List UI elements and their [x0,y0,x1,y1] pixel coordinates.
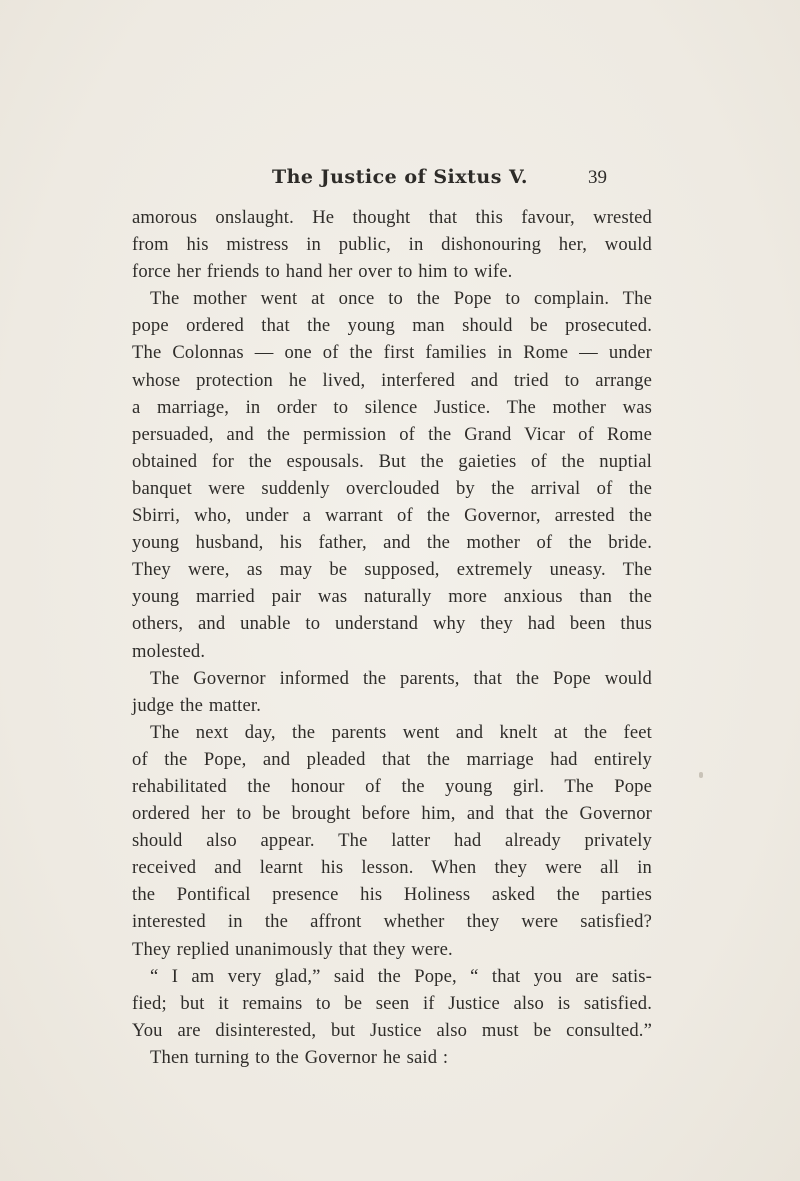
running-title: The Justice of Sixtus V. [271,166,529,188]
text-line: should also appear. The latter had already privately [132,830,652,852]
text-line: received and learnt his lesson. When they were all in [132,857,652,879]
text-line: molested. [132,640,206,662]
text-line: banquet were suddenly overclouded by the arrival of the [132,477,652,499]
text-line: The Governor informed the parents, that the Pope would [150,667,652,689]
text-line: obtained for the espousals. But the gaieties of the nuptial [132,450,652,472]
text-line: persuaded, and the permission of the Grand Vicar of Rome [132,423,652,445]
text-line: amorous onslaught. He thought that this favour, wrested [132,207,652,228]
text-line: interested in the affront whether they were satisfied? [132,911,652,933]
body-text [132,204,652,1071]
text-line: The next day, the parents went and knelt at the feet [150,721,652,743]
text-line: They replied unanimously that they were. [132,938,453,960]
text-line: The mother went at once to the Pope to complain. The [150,288,652,310]
text-line: of the Pope, and pleaded that the marriage had entirely [132,748,652,770]
text-line: pope ordered that the young man should be prosecuted. [132,315,652,337]
text-line: You are disinterested, but Justice also must be consulted.” [132,1019,652,1041]
text-line: a marriage, in order to silence Justice. The mother was [132,396,652,418]
text-line: Then turning to the Governor he said : [150,1046,449,1068]
text-line: from his mistress in public, in dishonouring her, would [132,234,652,256]
text-line: fied; but it remains to be seen if Justice also is satisfied. [132,992,652,1014]
text-line: They were, as may be supposed, extremely uneasy. The [132,559,652,581]
text-line: “ I am very glad,” said the Pope, “ that you are satis- [150,965,652,987]
text-line: Sbirri, who, under a warrant of the Governor, arrested the [132,505,652,527]
text-line: ordered her to be brought before him, and that the Governor [132,803,652,825]
paper-speck [699,772,703,778]
text-line: others, and unable to understand why they had been thus [132,613,652,635]
text-line: force her friends to hand her over to him to wife. [132,261,513,283]
text-line: young married pair was naturally more anxious than the [132,586,652,608]
running-head [0,166,800,196]
text-line: young husband, his father, and the mother of the bride. [132,532,652,554]
text-line: the Pontifical presence his Holiness asked the parties [132,884,652,906]
text-line: rehabilitated the honour of the young girl. The Pope [132,775,652,797]
page-number: 39 [588,167,607,188]
text-line: judge the matter. [132,694,261,716]
text-line: The Colonnas — one of the first families in Rome — under [132,342,652,364]
text-line: whose protection he lived, interfered and tried to arrange [132,369,652,391]
